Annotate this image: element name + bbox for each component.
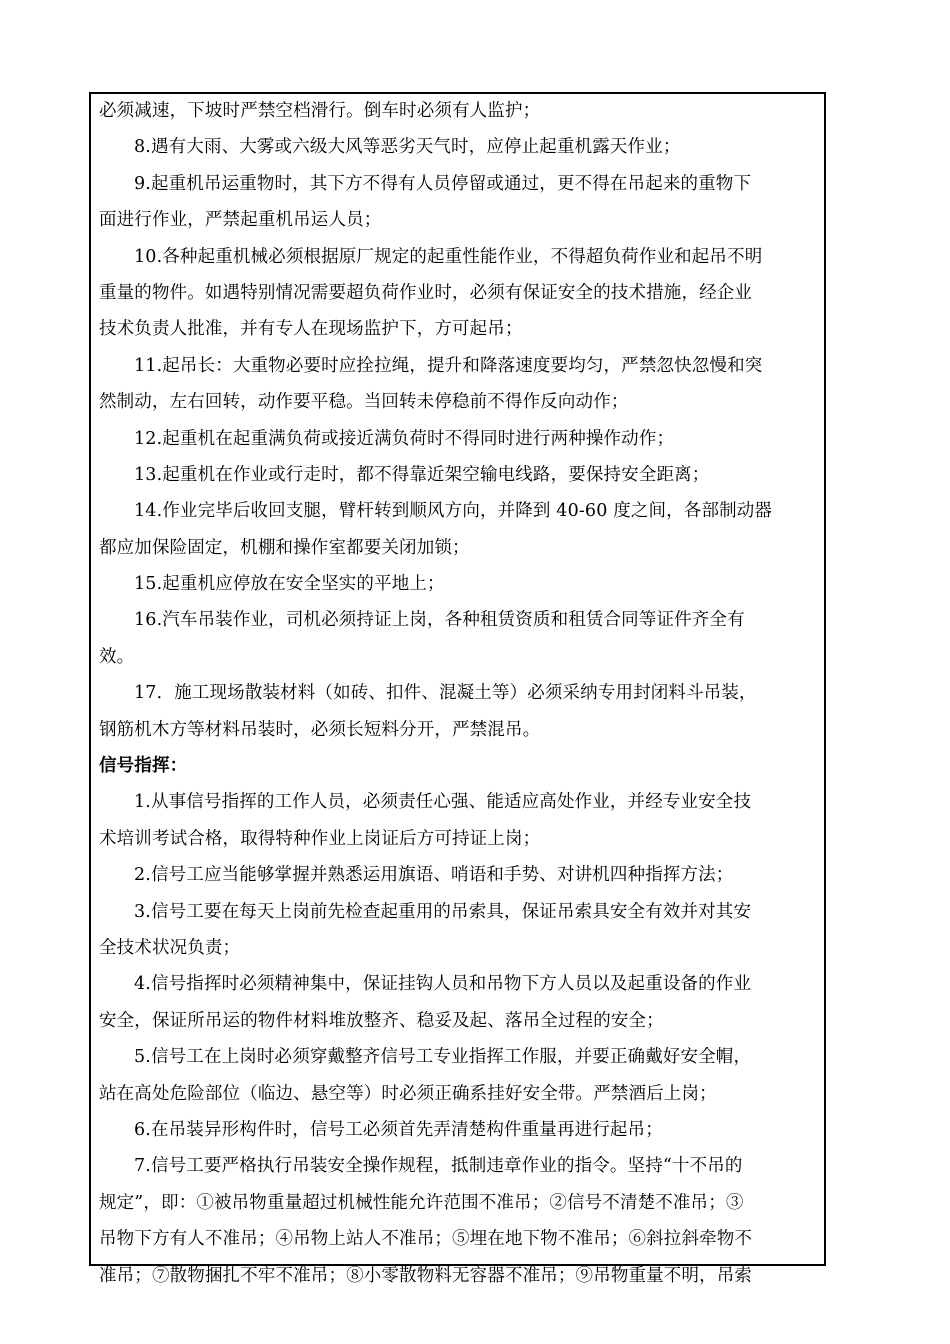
text-line: 准吊；⑦散物捆扎不牢不准吊；⑧小零散物料无容器不准吊；⑨吊物重量不明，吊索: [99, 1265, 753, 1286]
text-line: 站在高处危险部位（临边、悬空等）时必须正确系挂好安全带。严禁酒后上岗；: [99, 1083, 717, 1104]
text-line: 安全，保证所吊运的物件材料堆放整齐、稳妥及起、落吊全过程的安全；: [99, 1010, 664, 1031]
text-line: 全技术状况负责；: [99, 937, 241, 958]
text-line: 14.作业完毕后收回支腿，臂杆转到顺风方向，并降到 40-60 度之间，各部制动器: [134, 501, 773, 522]
section-heading: 信号指挥：: [99, 756, 188, 777]
text-line: 13.起重机在作业或行走时，都不得靠近架空输电线路，要保持安全距离；: [134, 464, 710, 485]
text-line: 必须减速，下坡时严禁空档滑行。倒车时必须有人监护；: [99, 101, 541, 121]
text-line: 8.遇有大雨、大雾或六级大风等恶劣天气时，应停止起重机露天作业；: [134, 137, 681, 158]
text-line: 效。: [99, 646, 135, 667]
document-body: [99, 93, 827, 1294]
text-line: 6.在吊装异形构件时，信号工必须首先弄清楚构件重量再进行起吊；: [134, 1119, 663, 1140]
text-line: 15.起重机应停放在安全坚实的平地上；: [134, 574, 445, 595]
text-line: 术培训考试合格，取得特种作业上岗证后方可持证上岗；: [99, 828, 541, 849]
text-line: 1.从事信号指挥的工作人员，必须责任心强、能适应高处作业，并经专业安全技: [134, 792, 752, 813]
text-line: 技术负责人批准，并有专人在现场监护下，方可起吊；: [99, 319, 523, 340]
text-line: 12.起重机在起重满负荷或接近满负荷时不得同时进行两种操作动作；: [134, 428, 675, 449]
text-line: 5.信号工在上岗时必须穿戴整齐信号工专业指挥工作服，并要正确戴好安全帽，: [134, 1047, 752, 1068]
text-line: 面进行作业，严禁起重机吊运人员；: [99, 210, 382, 231]
text-line: 吊物下方有人不准吊；④吊物上站人不准吊；⑤埋在地下物不准吊；⑥斜拉斜牵物不: [99, 1229, 753, 1250]
text-line: 规定”，即：①被吊物重量超过机械性能允许范围不准吊；②信号不清楚不准吊；③: [99, 1192, 744, 1213]
text-line: 7.信号工要严格执行吊装安全操作规程，抵制违章作业的指令。坚持“十不吊的: [134, 1156, 743, 1177]
text-line: 11.起吊长：大重物必要时应拴拉绳，提升和降落速度要均匀，严禁忽快忽慢和突: [134, 355, 763, 376]
text-line: 16.汽车吊装作业，司机必须持证上岗，各种租赁资质和租赁合同等证件齐全有: [134, 610, 745, 631]
text-line: 4.信号指挥时必须精神集中，保证挂钩人员和吊物下方人员以及起重设备的作业: [134, 974, 752, 995]
text-line: 17．施工现场散装材料（如砖、扣件、混凝土等）必须采纳专用封闭料斗吊装，: [134, 683, 757, 704]
text-line: 10.各种起重机械必须根据原厂规定的起重性能作业，不得超负荷作业和起吊不明: [134, 246, 763, 267]
text-line: 3.信号工要在每天上岗前先检查起重用的吊索具，保证吊索具安全有效并对其安: [134, 901, 752, 922]
text-line: 都应加保险固定，机棚和操作室都要关闭加锁；: [99, 537, 470, 558]
text-line: 9.起重机吊运重物时，其下方不得有人员停留或通过，更不得在吊起来的重物下: [134, 173, 752, 194]
text-line: 然制动，左右回转，动作要平稳。当回转未停稳前不得作反向动作；: [99, 392, 629, 413]
text-line: 重量的物件。如遇特别情况需要超负荷作业时，必须有保证安全的技术措施，经企业: [99, 282, 753, 303]
text-line: 2.信号工应当能够掌握并熟悉运用旗语、哨语和手势、对讲机四种指挥方法；: [134, 865, 734, 886]
text-line: 钢筋机木方等材料吊装时，必须长短料分开，严禁混吊。: [99, 719, 541, 740]
